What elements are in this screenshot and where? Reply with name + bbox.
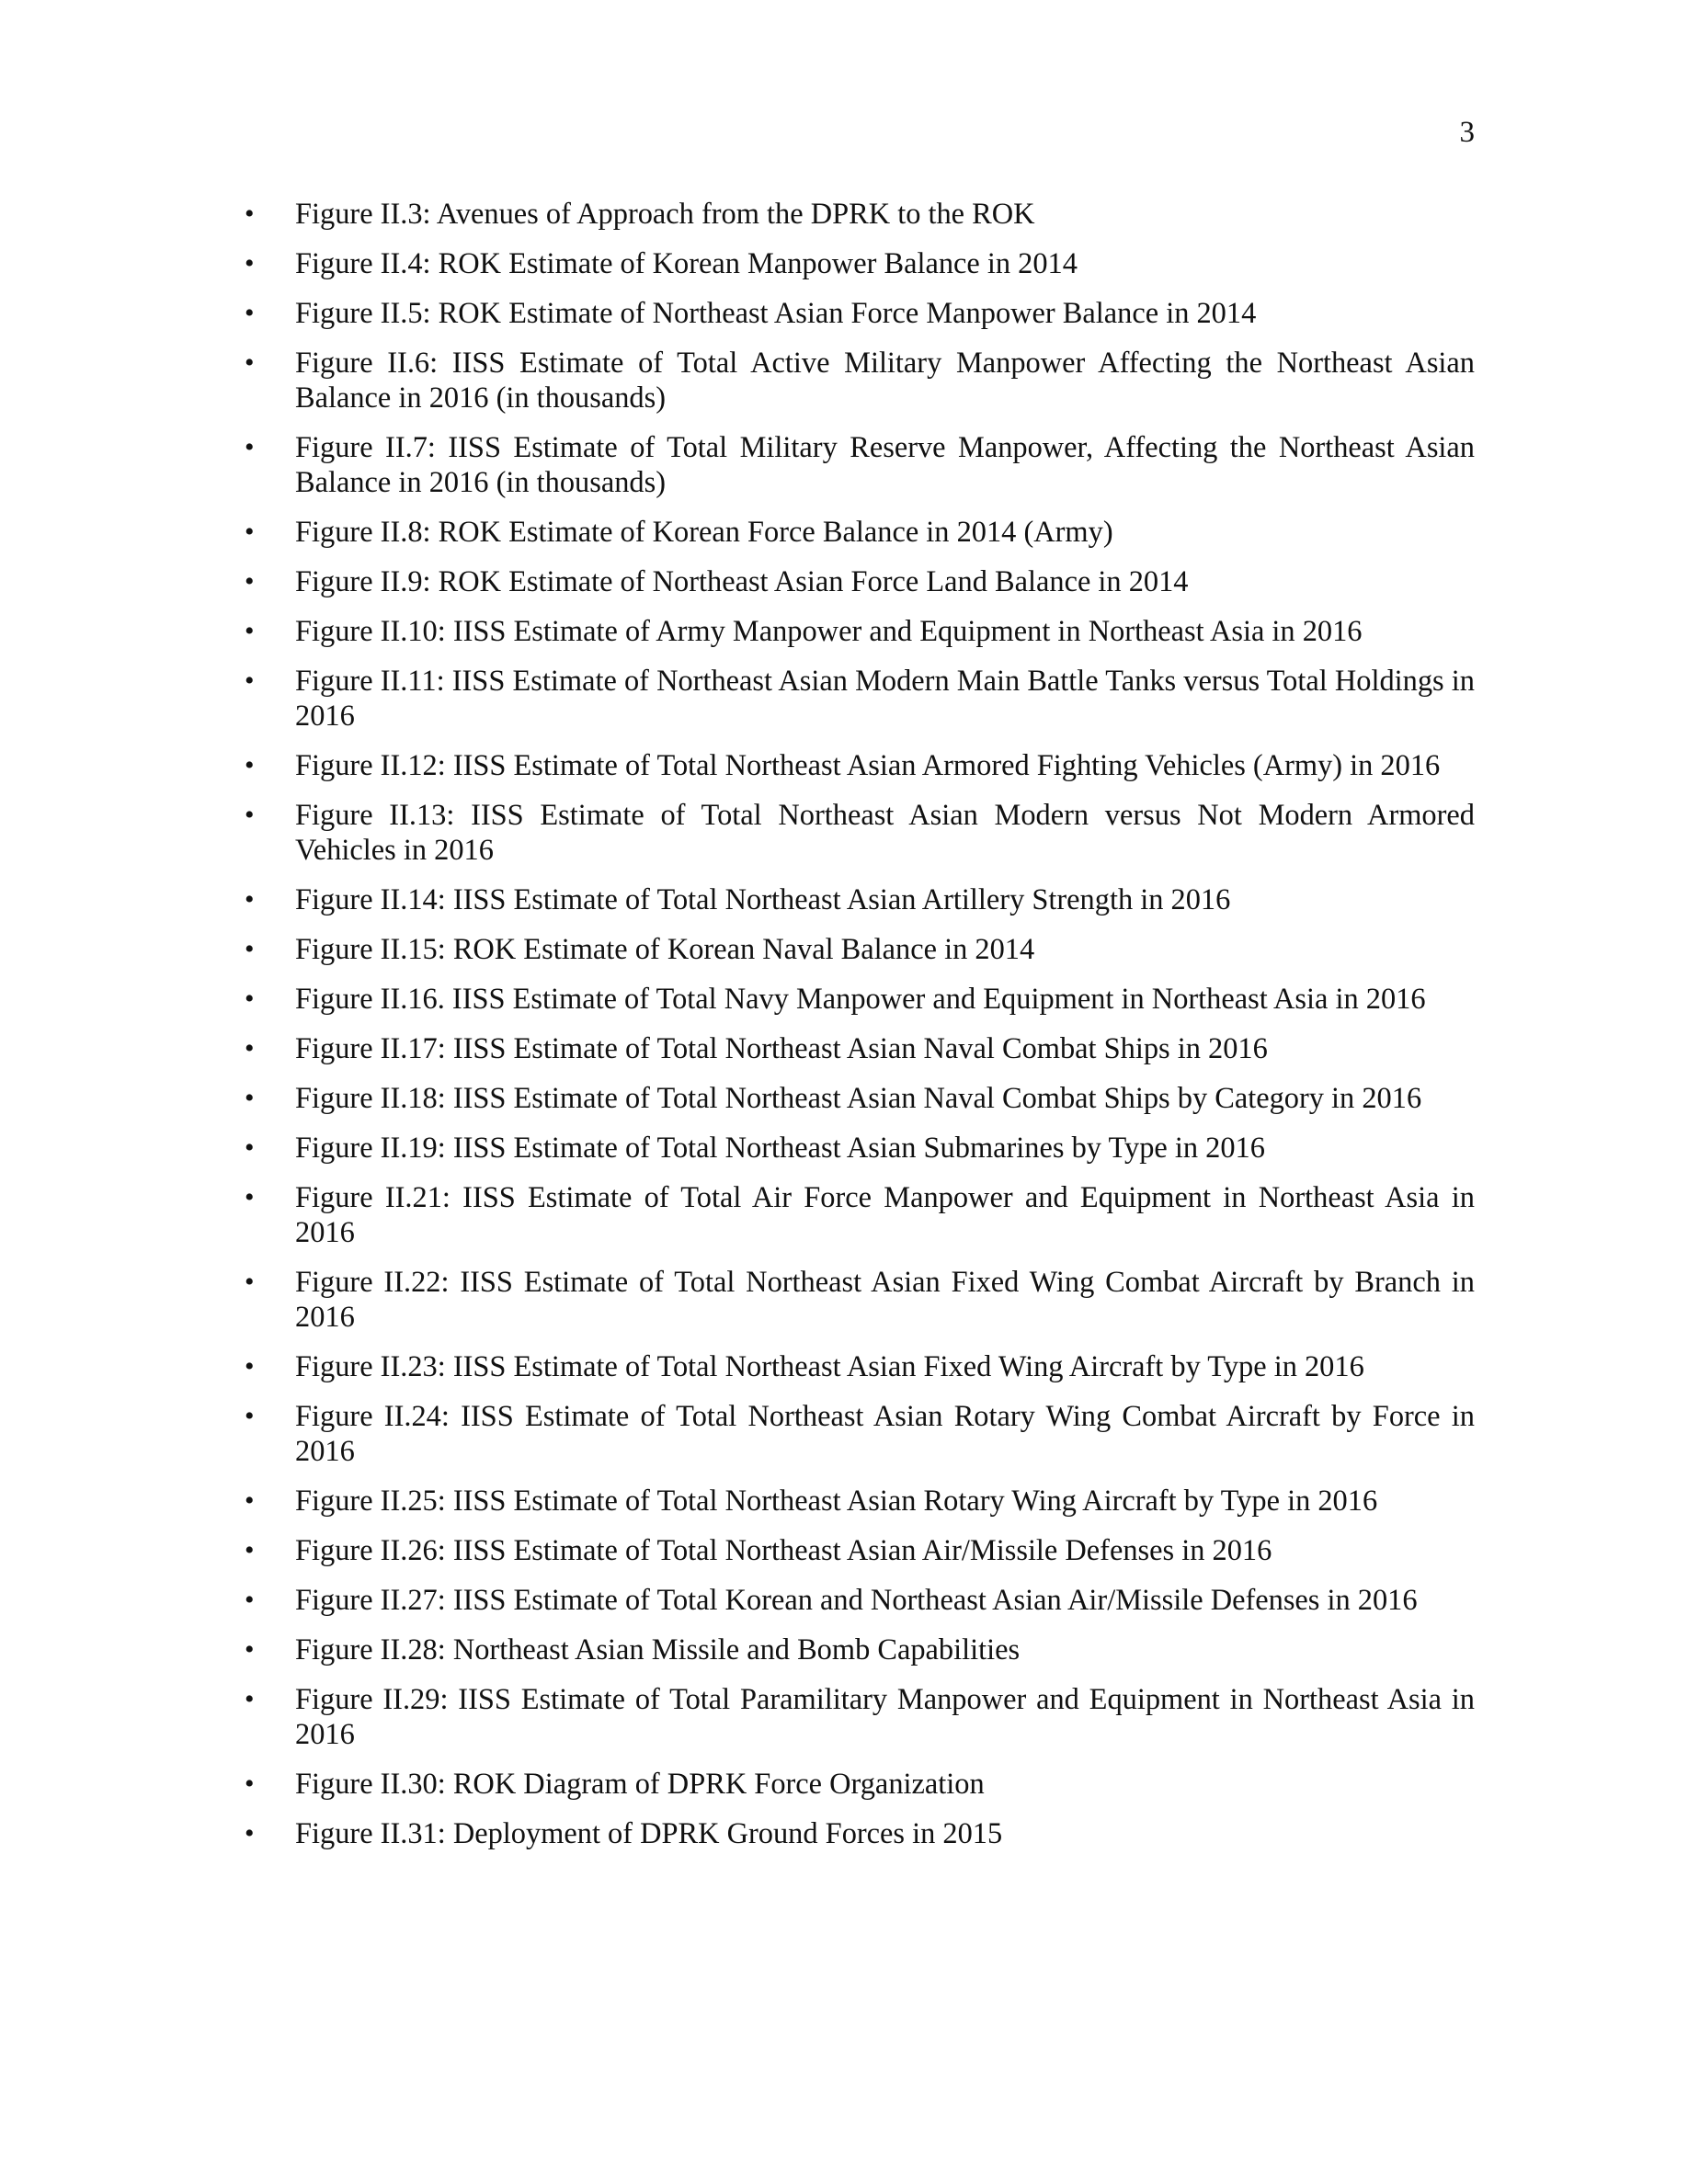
bullet-icon: • [245,432,255,462]
bullet-icon: • [245,566,255,597]
list-item [0,982,1688,1017]
bullet-icon: • [245,800,255,830]
bullet-icon: • [245,934,255,964]
list-item [0,1265,1688,1335]
figure-list [0,197,1688,1866]
figure-title: Figure II.17: IISS Estimate of Total Northeast Asian Naval Combat Ships in 2016 [295,1032,1268,1065]
list-item [0,246,1688,281]
list-item [0,1131,1688,1166]
list-item [0,1767,1688,1802]
figure-title: Figure II.19: IISS Estimate of Total Northeast Asian Submarines by Type in 2016 [295,1132,1265,1165]
figure-title: Figure II.28: Northeast Asian Missile and Bomb Capabilities [295,1633,1021,1666]
bullet-icon: • [245,1818,255,1848]
bullet-icon: • [245,1684,255,1714]
figure-title: Figure II.11: IISS Estimate of Northeast Asian Modern Main Battle Tanks versus Total Holdings in 2016 [295,665,1475,733]
bullet-icon: • [245,1033,255,1064]
figure-title: Figure II.16. IISS Estimate of Total Navy Manpower and Equipment in Northeast Asia in 2016 [295,983,1426,1016]
figure-title: Figure II.31: Deployment of DPRK Ground Forces in 2015 [295,1817,1003,1850]
list-item [0,1031,1688,1066]
page-number: 3 [1459,116,1475,149]
figure-title: Figure II.10: IISS Estimate of Army Manpower and Equipment in Northeast Asia in 2016 [295,615,1363,648]
figure-title: Figure II.7: IISS Estimate of Total Military Reserve Manpower, Affecting the Northeast Asian Balance in 2016 (in thousands) [295,431,1475,499]
list-item [0,798,1688,868]
list-item [0,1349,1688,1384]
bullet-icon: • [245,1769,255,1799]
figure-title: Figure II.12: IISS Estimate of Total Northeast Asian Armored Fighting Vehicles (Army) in 2016 [295,749,1441,782]
bullet-icon: • [245,1083,255,1113]
list-item [0,1816,1688,1851]
figure-title: Figure II.8: ROK Estimate of Korean Force Balance in 2014 (Army) [295,516,1113,549]
list-item [0,1533,1688,1568]
bullet-icon: • [245,616,255,646]
bullet-icon: • [245,248,255,279]
list-item [0,296,1688,331]
list-item [0,748,1688,783]
figure-title: Figure II.29: IISS Estimate of Total Paramilitary Manpower and Equipment in Northeast Asia in 2016 [295,1683,1475,1751]
bullet-icon: • [245,1401,255,1431]
bullet-icon: • [245,1351,255,1382]
list-item [0,932,1688,967]
list-item [0,1484,1688,1519]
list-item [0,346,1688,415]
figure-title: Figure II.5: ROK Estimate of Northeast Asian Force Manpower Balance in 2014 [295,297,1257,330]
list-item [0,1399,1688,1469]
figure-title: Figure II.3: Avenues of Approach from the DPRK to the ROK [295,198,1035,231]
bullet-icon: • [245,199,255,229]
list-item [0,1583,1688,1618]
figure-title: Figure II.18: IISS Estimate of Total Northeast Asian Naval Combat Ships by Category in 2016 [295,1082,1422,1115]
list-item [0,430,1688,500]
bullet-icon: • [245,1585,255,1615]
bullet-icon: • [245,984,255,1014]
figure-title: Figure II.4: ROK Estimate of Korean Manpower Balance in 2014 [295,247,1078,280]
figure-title: Figure II.30: ROK Diagram of DPRK Force Organization [295,1768,985,1801]
figure-title: Figure II.23: IISS Estimate of Total Northeast Asian Fixed Wing Aircraft by Type in 2016 [295,1350,1364,1383]
figure-title: Figure II.21: IISS Estimate of Total Air Force Manpower and Equipment in Northeast Asia in 2016 [295,1181,1475,1249]
figure-title: Figure II.24: IISS Estimate of Total Northeast Asian Rotary Wing Combat Aircraft by Force in 2016 [295,1400,1475,1468]
figure-title: Figure II.14: IISS Estimate of Total Northeast Asian Artillery Strength in 2016 [295,883,1231,916]
list-item [0,614,1688,649]
figure-title: Figure II.6: IISS Estimate of Total Active Military Manpower Affecting the Northeast Asian Balance in 2016 (in thousands) [295,347,1475,415]
bullet-icon: • [245,750,255,780]
bullet-icon: • [245,1535,255,1565]
list-item [0,1632,1688,1667]
bullet-icon: • [245,1132,255,1163]
bullet-icon: • [245,665,255,696]
list-item [0,1682,1688,1752]
list-item [0,664,1688,734]
list-item [0,882,1688,917]
bullet-icon: • [245,347,255,378]
bullet-icon: • [245,884,255,915]
figure-title: Figure II.13: IISS Estimate of Total Northeast Asian Modern versus Not Modern Armored Vehicles in 2016 [295,799,1475,867]
bullet-icon: • [245,298,255,328]
bullet-icon: • [245,1485,255,1516]
list-item [0,1081,1688,1116]
figure-title: Figure II.15: ROK Estimate of Korean Naval Balance in 2014 [295,933,1035,966]
list-item [0,1180,1688,1250]
list-item [0,197,1688,232]
list-item [0,564,1688,599]
figure-title: Figure II.25: IISS Estimate of Total Northeast Asian Rotary Wing Aircraft by Type in 2016 [295,1484,1378,1518]
figure-title: Figure II.9: ROK Estimate of Northeast Asian Force Land Balance in 2014 [295,565,1189,598]
bullet-icon: • [245,1182,255,1212]
list-item [0,515,1688,550]
figure-title: Figure II.22: IISS Estimate of Total Northeast Asian Fixed Wing Combat Aircraft by Branch in 2016 [295,1266,1475,1334]
bullet-icon: • [245,517,255,547]
figure-title: Figure II.26: IISS Estimate of Total Northeast Asian Air/Missile Defenses in 2016 [295,1534,1272,1567]
bullet-icon: • [245,1634,255,1665]
figure-title: Figure II.27: IISS Estimate of Total Korean and Northeast Asian Air/Missile Defenses in 2016 [295,1584,1418,1617]
bullet-icon: • [245,1267,255,1297]
